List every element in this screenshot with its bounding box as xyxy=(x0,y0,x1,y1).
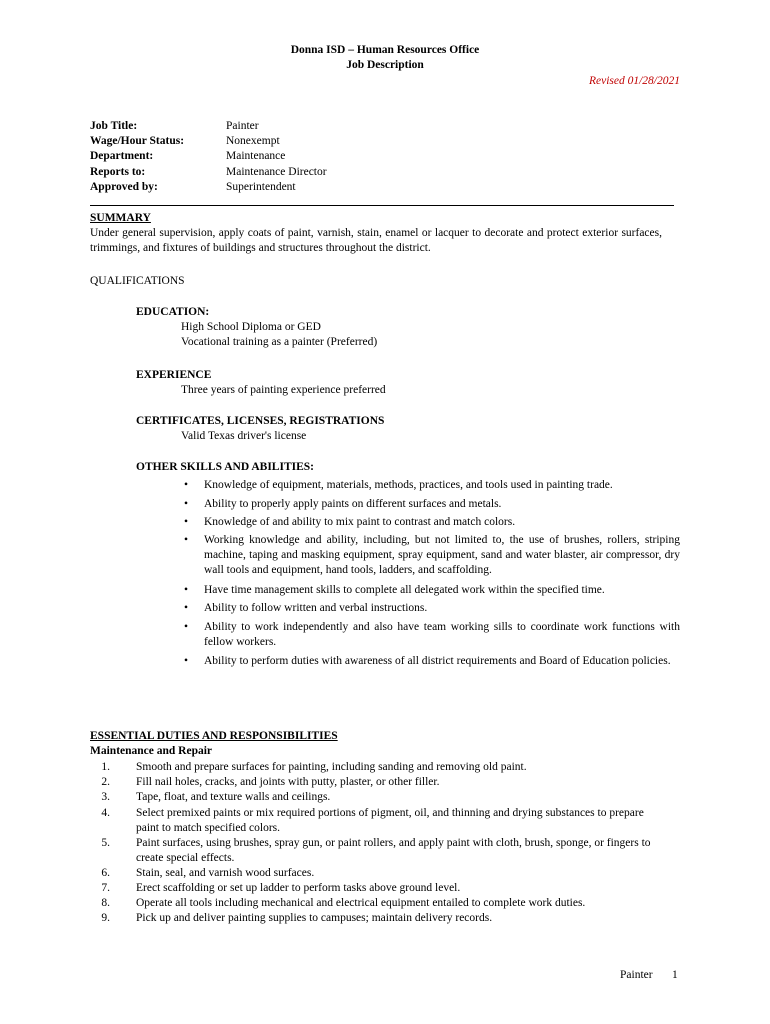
summary-text: Under general supervision, apply coats of paint, varnish, stain, enamel or lacquer to decorate and protect exterior surfaces, trimmings, and fixtures of buildings and structures throughout the district. xyxy=(90,227,662,254)
bullet-icon: • xyxy=(183,621,189,633)
bullet-icon: • xyxy=(183,655,189,667)
skill-item: Working knowledge and ability, including, but not limited to, the use of brushes, rollers, striping machine, taping and masking equipment, spray equipment, sand and water blaster, air compressor, dry wall tools and equipment, hand tools, ladders, and scaffolding. xyxy=(204,534,680,576)
duty-item: Pick up and deliver painting supplies to campuses; maintain delivery records. xyxy=(136,912,493,924)
education-item: High School Diploma or GED xyxy=(181,321,321,333)
summary-heading: SUMMARY xyxy=(90,212,151,224)
skill-item: Knowledge of equipment, materials, methods, practices, and tools used in painting trade. xyxy=(204,479,613,491)
education-heading: EDUCATION: xyxy=(136,306,210,318)
duty-item: Select premixed paints or mix required portions of pigment, oil, and thinning and drying substances to prepare paint to match specified colors. xyxy=(136,807,644,834)
skill-item: Ability to properly apply paints on different surfaces and metals. xyxy=(204,498,502,510)
duty-item: Operate all tools including mechanical and electrical equipment entailed to complete work duties. xyxy=(136,897,586,909)
info-label-approved-by: Approved by: xyxy=(90,181,158,193)
qualifications-heading: QUALIFICATIONS xyxy=(90,275,185,287)
info-value-reports-to: Maintenance Director xyxy=(226,166,327,178)
duty-item: Tape, float, and texture walls and ceilings. xyxy=(136,791,331,803)
skill-item: Knowledge of and ability to mix paint to contrast and match colors. xyxy=(204,516,516,528)
duty-item: Erect scaffolding or set up ladder to perform tasks above ground level. xyxy=(136,882,461,894)
duties-subheading: Maintenance and Repair xyxy=(90,745,213,757)
org-title: Donna ISD – Human Resources Office xyxy=(290,44,480,56)
duty-item: Stain, seal, and varnish wood surfaces. xyxy=(136,867,315,879)
skill-item: Have time management skills to complete all delegated work within the specified time. xyxy=(204,584,605,596)
duty-item: Smooth and prepare surfaces for painting, including sanding and removing old paint. xyxy=(136,761,527,773)
info-value-approved-by: Superintendent xyxy=(226,181,296,193)
duty-number: 8. xyxy=(101,897,110,909)
duty-number: 9. xyxy=(101,912,110,924)
duty-number: 7. xyxy=(101,882,110,894)
duty-item: Paint surfaces, using brushes, spray gun, or paint rollers, and apply paint with cloth, brush, sponge, or fingers to create special effects. xyxy=(136,837,651,864)
duty-number: 6. xyxy=(101,867,110,879)
divider-line xyxy=(90,205,674,206)
duty-item: Fill nail holes, cracks, and joints with putty, plaster, or other filler. xyxy=(136,776,440,788)
certificates-item: Valid Texas driver's license xyxy=(181,430,307,442)
info-value-job-title: Painter xyxy=(226,120,259,132)
bullet-icon: • xyxy=(183,584,189,596)
certificates-heading: CERTIFICATES, LICENSES, REGISTRATIONS xyxy=(136,415,385,427)
info-label-reports-to: Reports to: xyxy=(90,166,146,178)
duty-number: 1. xyxy=(101,761,110,773)
duty-number: 2. xyxy=(101,776,110,788)
experience-item: Three years of painting experience preferred xyxy=(181,384,386,396)
info-label-wage-status: Wage/Hour Status: xyxy=(90,135,185,147)
skill-item: Ability to follow written and verbal instructions. xyxy=(204,602,428,614)
revised-date: Revised 01/28/2021 xyxy=(588,75,680,87)
footer-label: Painter xyxy=(620,969,653,981)
bullet-icon: • xyxy=(183,479,189,491)
doc-type-title: Job Description xyxy=(346,59,424,71)
duties-heading: ESSENTIAL DUTIES AND RESPONSIBILITIES xyxy=(90,730,338,742)
skill-item: Ability to work independently and also have team working sills to coordinate work functions with fellow workers. xyxy=(204,621,680,648)
education-item: Vocational training as a painter (Preferred) xyxy=(181,336,378,348)
info-value-wage-status: Nonexempt xyxy=(226,135,280,147)
info-label-department: Department: xyxy=(90,150,154,162)
bullet-icon: • xyxy=(183,498,189,510)
bullet-icon: • xyxy=(183,516,189,528)
skill-item: Ability to perform duties with awareness of all district requirements and Board of Education policies. xyxy=(204,655,671,667)
skills-heading: OTHER SKILLS AND ABILITIES: xyxy=(136,461,314,473)
duty-number: 3. xyxy=(101,791,110,803)
info-label-job-title: Job Title: xyxy=(90,120,138,132)
experience-heading: EXPERIENCE xyxy=(136,369,212,381)
page-number: 1 xyxy=(672,969,678,981)
bullet-icon: • xyxy=(183,534,189,546)
bullet-icon: • xyxy=(183,602,189,614)
duty-number: 4. xyxy=(101,807,110,819)
info-value-department: Maintenance xyxy=(226,150,286,162)
duty-number: 5. xyxy=(101,837,110,849)
